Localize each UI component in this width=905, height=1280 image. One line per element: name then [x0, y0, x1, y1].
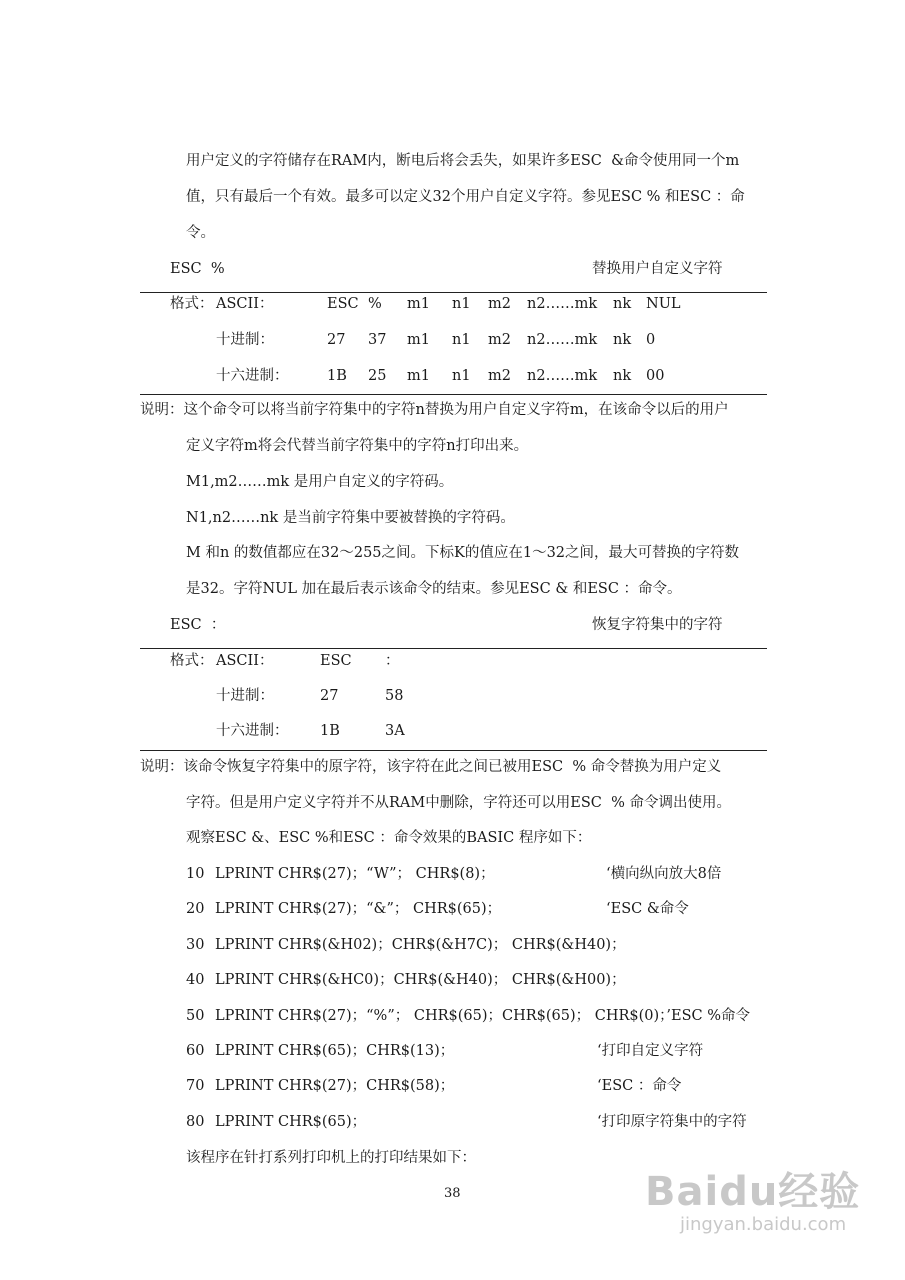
intro-line: 用户定义的字符储存在RAM内，断电后将会丢失，如果许多ESC &命令使用同一个m — [186, 153, 740, 169]
code-line: LPRINT CHR$(&HC0)；CHR$(&H40)； CHR$(&H00)； — [215, 972, 626, 989]
description-line: 字符。但是用户定义字符并不从RAM中删除，字符还可以用ESC % 命令调出使用。 — [186, 795, 731, 811]
table-cell: n2……mk — [527, 296, 598, 312]
description-line: N1,n2……nk 是当前字符集中要被替换的字符码。 — [186, 510, 515, 526]
code-line: LPRINT CHR$(65)；CHR$(13)； — [215, 1043, 455, 1059]
table-cell: 25 — [368, 368, 387, 384]
table-cell: 00 — [646, 368, 665, 384]
outro-line: 该程序在针打系列打印机上的打印结果如下： — [186, 1150, 476, 1166]
code-line: LPRINT CHR$(27)；“W”； CHR$(8)； — [215, 866, 495, 882]
watermark-logo: Baidu经验 — [645, 1169, 861, 1215]
line-number: 70 — [186, 1078, 205, 1095]
line-number: 60 — [186, 1043, 205, 1059]
table-cell: n1 — [452, 296, 471, 312]
command-title: 恢复字符集中的字符 — [592, 617, 723, 633]
line-number: 50 — [186, 1007, 205, 1024]
line-number: 80 — [186, 1113, 205, 1130]
code-line: LPRINT CHR$(27)；“%”； CHR$(65)；CHR$(65)； CHR$(0)；’ESC %命令 — [215, 1007, 751, 1024]
table-cell: nk — [613, 296, 632, 312]
description-line: 观察ESC &、ESC %和ESC ：命令效果的BASIC 程序如下： — [186, 830, 592, 846]
table-cell: 0 — [646, 332, 656, 348]
table-cell: m1 — [407, 368, 430, 384]
row-label: 十六进制： — [216, 368, 289, 384]
page-number: 38 — [444, 1186, 461, 1201]
command-title: 替换用户自定义字符 — [592, 261, 723, 277]
table-cell: n2……mk — [527, 332, 598, 348]
table-cell: m1 — [407, 296, 430, 312]
description-line: 定义字符m将会代替当前字符集中的字符n打印出来。 — [186, 438, 529, 454]
table-cell: ESC — [327, 296, 359, 312]
table-cell: nk — [613, 368, 632, 384]
table-cell: 37 — [368, 332, 387, 348]
table-cell: ESC — [320, 653, 352, 669]
description-line: 是32。字符NUL 加在最后表示该命令的结束。参见ESC & 和ESC ：命令。 — [186, 581, 682, 597]
divider — [140, 648, 767, 649]
table-cell: m2 — [488, 332, 511, 348]
code-comment: ‘横向纵向放大8倍 — [606, 866, 722, 882]
table-cell: 3A — [385, 723, 405, 739]
row-label: 十进制： — [216, 332, 274, 348]
code-comment: ‘ESC &命令 — [606, 901, 689, 918]
table-cell: n1 — [452, 368, 471, 384]
table-cell: n1 — [452, 332, 471, 348]
code-line: LPRINT CHR$(27)；“&”； CHR$(65)； — [215, 901, 502, 918]
table-cell: ： — [385, 653, 400, 669]
table-cell: 1B — [320, 723, 340, 739]
table-cell: nk — [613, 332, 632, 348]
description-line: M1,m2……mk 是用户自定义的字符码。 — [186, 474, 454, 490]
code-comment: ‘ESC ：命令 — [597, 1078, 682, 1095]
line-number: 40 — [186, 972, 205, 989]
table-cell: n2……mk — [527, 368, 598, 384]
table-cell: % — [368, 296, 382, 312]
table-cell: 58 — [385, 688, 404, 704]
line-number: 20 — [186, 901, 205, 918]
command-name: ESC % — [170, 261, 225, 277]
row-label: 十进制： — [216, 688, 274, 704]
divider — [140, 394, 767, 395]
table-cell: 27 — [327, 332, 346, 348]
intro-line: 令。 — [186, 225, 215, 241]
row-label: ASCII： — [216, 653, 274, 669]
table-cell: 27 — [320, 688, 339, 704]
row-label: ASCII： — [216, 296, 274, 312]
description-line: 说明：该命令恢复字符集中的原字符，该字符在此之间已被用ESC % 命令替换为用户定义 — [140, 759, 722, 775]
table-cell: m2 — [488, 368, 511, 384]
line-number: 30 — [186, 936, 205, 953]
row-label: 十六进制： — [216, 723, 289, 739]
format-label: 格式： — [170, 653, 214, 669]
code-line: LPRINT CHR$(27)；CHR$(58)； — [215, 1078, 455, 1095]
watermark-url: jingyan.baidu.com — [680, 1214, 847, 1235]
code-comment: ‘打印自定义字符 — [597, 1043, 704, 1059]
table-cell: 1B — [327, 368, 347, 384]
description-line: M 和n 的数值都应在32～255之间。下标K的值应在1～32之间，最大可替换的字符数 — [186, 545, 740, 561]
format-label: 格式： — [170, 296, 214, 312]
divider — [140, 750, 767, 751]
code-line: LPRINT CHR$(65)； — [215, 1113, 367, 1130]
description-line: 说明：这个命令可以将当前字符集中的字符n替换为用户自定义字符m，在该命令以后的用户 — [140, 402, 729, 418]
divider — [140, 292, 767, 293]
table-cell: NUL — [646, 296, 681, 312]
command-name: ESC ： — [170, 617, 226, 633]
table-cell: m2 — [488, 296, 511, 312]
code-comment: ‘打印原字符集中的字符 — [597, 1113, 747, 1130]
code-line: LPRINT CHR$(&H02)；CHR$(&H7C)； CHR$(&H40)； — [215, 936, 626, 953]
line-number: 10 — [186, 866, 205, 882]
table-cell: m1 — [407, 332, 430, 348]
intro-line: 值，只有最后一个有效。最多可以定义32个用户自定义字符。参见ESC % 和ESC ：命 — [186, 189, 745, 205]
